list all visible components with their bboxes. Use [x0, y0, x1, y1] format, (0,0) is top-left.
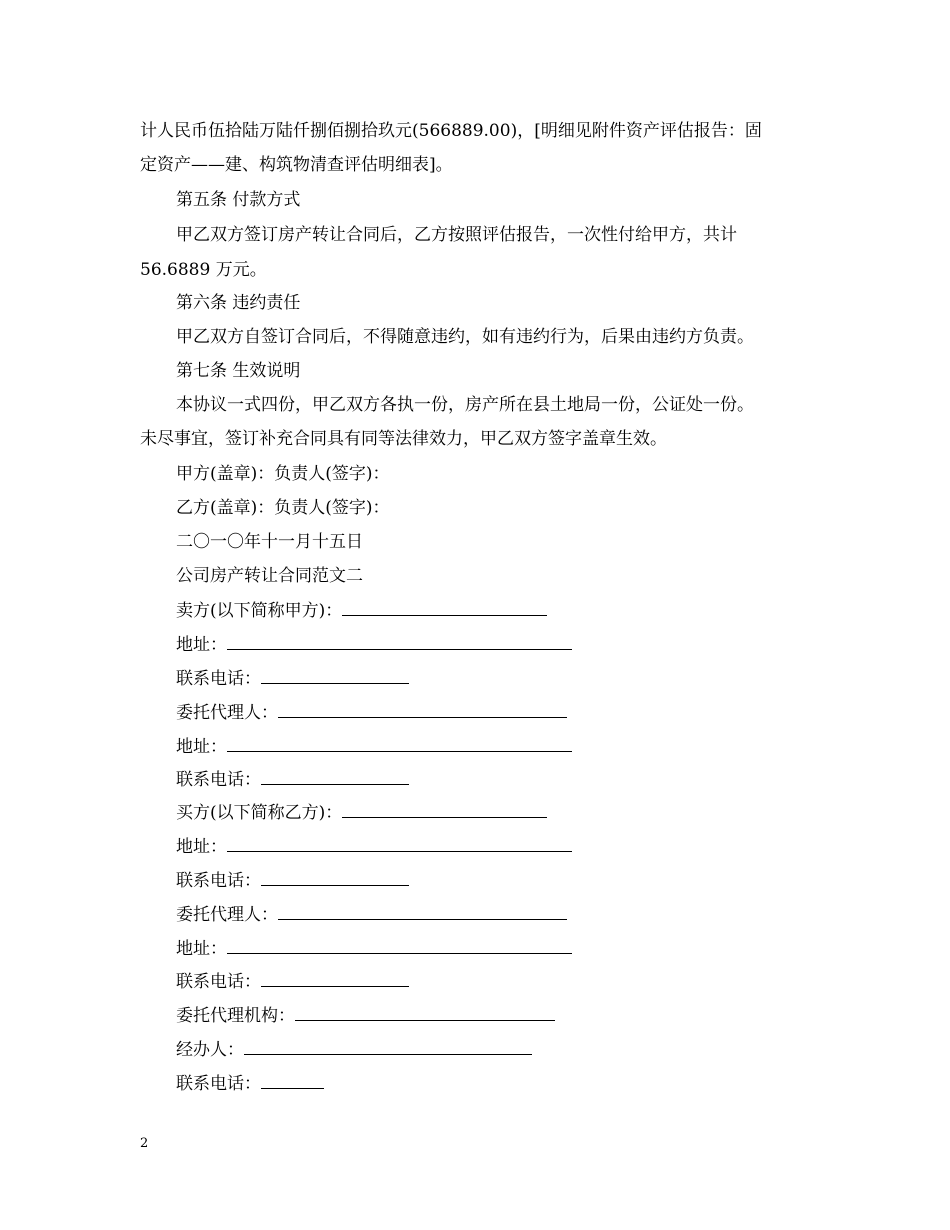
form-label: 联系电话：	[176, 770, 261, 790]
fill-in-blank[interactable]	[261, 1072, 324, 1089]
fill-in-blank[interactable]	[295, 1004, 555, 1021]
party-b-signature: 乙方(盖章)：负责人(签字)：	[176, 498, 390, 518]
fill-in-blank[interactable]	[278, 903, 567, 920]
form-row-phone	[176, 768, 409, 791]
form-label: 联系电话：	[176, 1074, 261, 1094]
fill-in-blank[interactable]	[227, 735, 572, 752]
page-number: 2	[140, 1136, 149, 1151]
fill-in-blank[interactable]	[261, 869, 409, 886]
party-a-signature: 甲方(盖章)：负责人(签字)：	[176, 464, 390, 484]
form-label: 买方(以下简称乙方)：	[176, 803, 343, 823]
form-label: 地址：	[176, 939, 227, 959]
paragraph-line: 56.6889 万元。	[140, 260, 267, 280]
form-label: 地址：	[176, 837, 227, 857]
form-row-address	[176, 633, 572, 656]
form-label: 委托代理人：	[176, 703, 278, 723]
paragraph-line: 甲乙双方自签订合同后，不得随意违约，如有违约行为，后果由违约方负责。	[176, 327, 754, 347]
paragraph-line: 未尽事宜，签订补充合同具有同等法律效力，甲乙双方签字盖章生效。	[140, 429, 667, 449]
form-label: 经办人：	[176, 1040, 244, 1060]
article-heading: 第五条 付款方式	[176, 190, 301, 210]
form-label: 联系电话：	[176, 871, 261, 891]
article-heading: 第六条 违约责任	[176, 293, 301, 313]
form-row-agent	[176, 701, 567, 724]
form-row-phone	[176, 1072, 324, 1095]
form-label: 联系电话：	[176, 669, 261, 689]
fill-in-blank[interactable]	[342, 801, 547, 818]
form-row-phone	[176, 869, 409, 892]
form-row-phone	[176, 667, 409, 690]
form-row-seller	[176, 599, 547, 622]
fill-in-blank[interactable]	[227, 633, 572, 650]
paragraph-line: 本协议一式四份，甲乙双方各执一份，房产所在县土地局一份，公证处一份。	[176, 395, 754, 415]
form-label: 委托代理人：	[176, 905, 278, 925]
form-label: 地址：	[176, 737, 227, 757]
fill-in-blank[interactable]	[227, 835, 572, 852]
form-row-address	[176, 835, 572, 858]
sample-title: 公司房产转让合同范文二	[176, 566, 363, 586]
fill-in-blank[interactable]	[278, 701, 567, 718]
form-row-address	[176, 937, 572, 960]
form-label: 联系电话：	[176, 972, 261, 992]
contract-date: 二〇一〇年十一月十五日	[176, 532, 363, 552]
fill-in-blank[interactable]	[227, 937, 572, 954]
fill-in-blank[interactable]	[342, 599, 547, 616]
fill-in-blank[interactable]	[261, 970, 409, 987]
form-label: 卖方(以下简称甲方)：	[176, 601, 343, 621]
form-row-phone	[176, 970, 409, 993]
paragraph-line: 定资产——建、构筑物清查评估明细表]。	[140, 155, 453, 175]
fill-in-blank[interactable]	[244, 1038, 532, 1055]
article-heading: 第七条 生效说明	[176, 361, 301, 381]
form-row-agent	[176, 903, 567, 926]
form-row-buyer	[176, 801, 547, 824]
form-label: 委托代理机构：	[176, 1006, 295, 1026]
form-label: 地址：	[176, 635, 227, 655]
form-row-agency	[176, 1004, 555, 1027]
form-row-address	[176, 735, 572, 758]
form-row-handler	[176, 1038, 532, 1061]
paragraph-line: 计人民币伍拾陆万陆仟捌佰捌拾玖元(566889.00)，[明细见附件资产评估报告：固	[140, 121, 762, 141]
paragraph-line: 甲乙双方签订房产转让合同后，乙方按照评估报告，一次性付给甲方，共计	[176, 225, 737, 245]
fill-in-blank[interactable]	[261, 667, 409, 684]
fill-in-blank[interactable]	[261, 768, 409, 785]
